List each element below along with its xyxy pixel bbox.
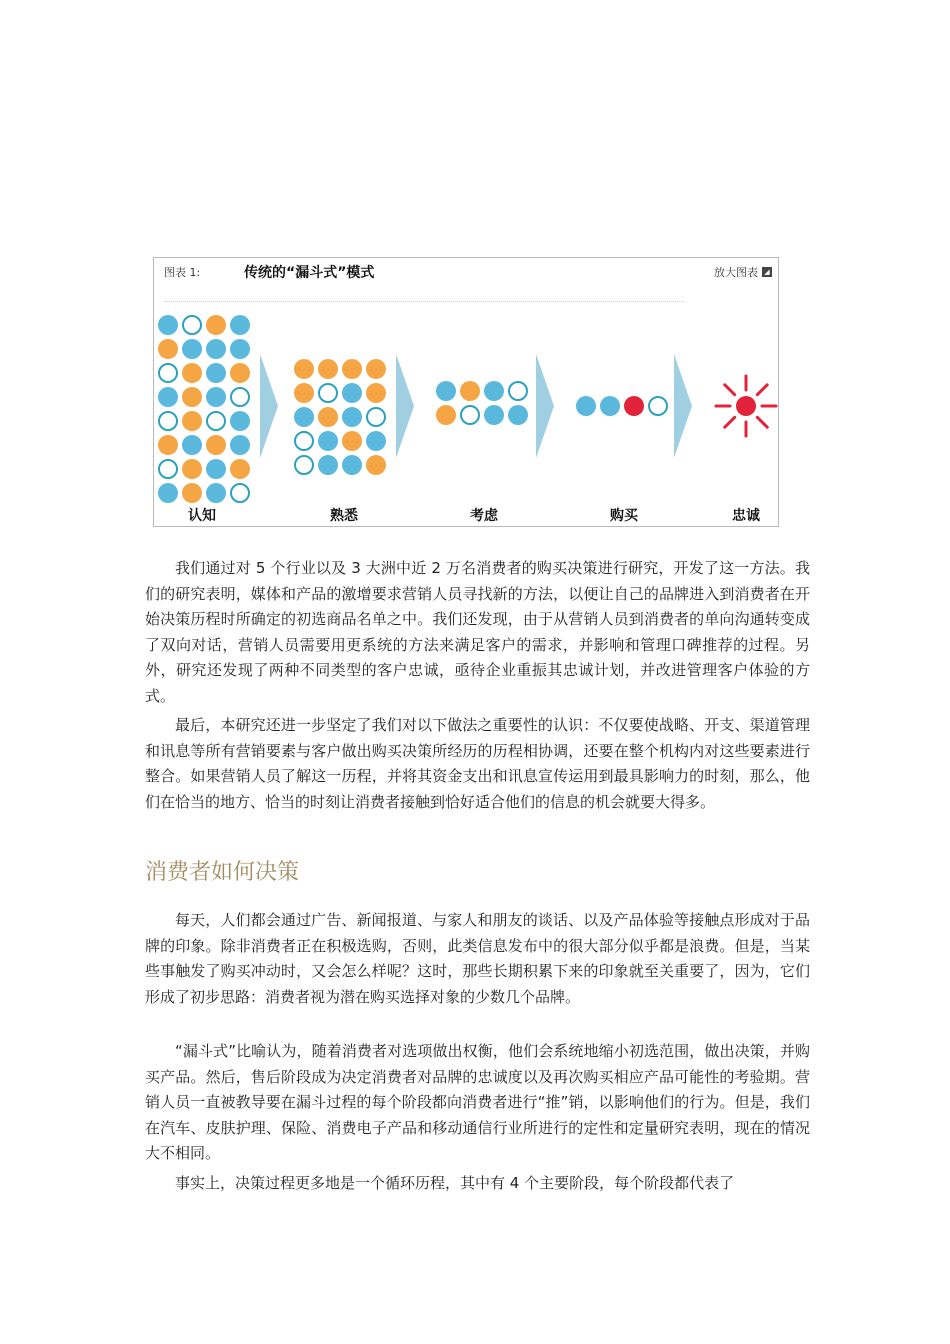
consumer-dot [206,363,226,383]
consumer-dot [295,432,313,450]
stage-arrow [536,354,554,458]
body-paragraph: “漏斗式”比喻认为，随着消费者对选项做出权衡，他们会系统地缩小初选范围，做出决策，并购买产品。然后，售后阶段成为决定消费者对品牌的忠诚度以及再次购买相应产品可能性的考验期。营销人员一直被教导要在漏斗过程的每个阶段都向消费者进行“推”销，以影响他们的行为。但是，我们在汽车、皮肤护理、保险、消费电子产品和移动通信行业所进行的定性和定量研究表明，现在的情况大不相同。 [145,1042,810,1163]
consumer-dot [576,396,596,416]
consumer-dot [159,412,177,430]
body-paragraph: 最后，本研究还进一步坚定了我们对以下做法之重要性的认识：不仅要使战略、开支、渠道管理和讯息等所有营销要素与客户做出购买决策所经历的历程相协调，还要在整个机构内对这些要素进行整合。如果营销人员了解这一历程，并将其资金支出和讯息宣传运用到最具影响力的时刻，那么，他们在恰当的地方、恰当的时刻让消费者接触到恰好适合他们的信息的机会就要大得多。 [145,716,810,811]
stage-arrow [260,354,278,458]
consumer-dot [207,412,225,430]
stage-arrow [396,354,414,458]
consumer-dot [231,388,249,406]
consumer-dot [509,382,527,400]
consumer-dot [342,407,362,427]
consumer-dot [318,359,338,379]
consumer-dot [158,387,178,407]
figure-title: 传统的“漏斗式”模式 [244,265,375,281]
consumer-dot [366,431,386,451]
stage-label-consideration: 考虑 [470,508,498,524]
consumer-dot [230,315,250,335]
burst-ray [725,417,735,427]
consumer-dot [342,455,362,475]
burst-ray [757,385,767,395]
consumer-dot [294,407,314,427]
consumer-dot [484,381,504,401]
consumer-dot [649,397,667,415]
stage-label-purchase: 购买 [610,508,638,524]
consumer-dot [436,381,456,401]
section-heading: 消费者如何决策 [145,860,300,885]
funnel-diagram [154,258,778,526]
consumer-dot [460,381,480,401]
consumer-dot [366,359,386,379]
consumer-dot [230,459,250,479]
consumer-dot [158,435,178,455]
consumer-dot [159,364,177,382]
enlarge-chart-label: 放大图表 [714,266,758,279]
consumer-dot [158,483,178,503]
consumer-dot [342,431,362,451]
consumer-dot [342,359,362,379]
body-paragraph: 我们通过对 5 个行业以及 3 大洲中近 2 万名消费者的购买决策进行研究，开发了这一方法。我们的研究表明，媒体和产品的激增要求营销人员寻找新的方法，以便让自己的品牌进入到消费者在开始决策历程时所确定的初选商品名单之中。我们还发现，由于从营销人员到消费者的单向沟通转变成了双向对话，营销人员需要用更系统的方法来满足客户的需求，并影响和管理口碑推荐的过程。另外，研究还发现了两种不同类型的客户忠诚，亟待企业重振其忠诚计划，并改进管理客户体验的方式。 [145,559,810,705]
consumer-dot [318,407,338,427]
consumer-dot [624,396,644,416]
stage-label-familiarity: 熟悉 [330,508,358,524]
consumer-dot [182,363,202,383]
consumer-dot [182,339,202,359]
consumer-dot [367,408,385,426]
consumer-dot [318,431,338,451]
consumer-dot [159,460,177,478]
burst-ray [725,385,735,395]
consumer-dot [182,483,202,503]
consumer-dot [319,384,337,402]
consumer-dot [158,339,178,359]
consumer-dot [295,456,313,474]
consumer-dot [230,363,250,383]
consumer-dot [206,339,226,359]
consumer-dot [294,383,314,403]
consumer-dot [231,484,249,502]
burst-ray [757,417,767,427]
consumer-dot [366,383,386,403]
consumer-dot [230,435,250,455]
figure-label: 图表 1: [164,266,201,279]
consumer-dot [230,411,250,431]
expand-icon: ◢ [762,267,772,277]
body-paragraph: 事实上，决策过程更多地是一个循环历程，其中有 4 个主要阶段，每个阶段都代表了 [175,1174,735,1192]
consumer-dot [600,396,620,416]
consumer-dot [342,383,362,403]
stage-arrow [674,354,692,458]
consumer-dot [206,435,226,455]
consumer-dot [183,316,201,334]
body-paragraph: 每天，人们都会通过广告、新闻报道、与家人和朋友的谈话、以及产品体验等接触点形成对于品牌的印象。除非消费者正在积极选购，否则，此类信息发布中的很大部分似乎都是浪费。但是，当某些事触发了购买冲动时，又会怎么样呢？这时，那些长期积累下来的印象就至关重要了，因为，它们形成了初步思路：消费者视为潜在购买选择对象的少数几个品牌。 [145,911,810,1006]
consumer-dot [318,455,338,475]
consumer-dot [206,387,226,407]
consumer-dot [182,435,202,455]
stage-label-awareness: 认知 [188,508,216,524]
consumer-dot [366,455,386,475]
stage-label-loyalty: 忠诚 [732,508,760,524]
consumer-dot [206,315,226,335]
consumer-dot [206,483,226,503]
consumer-dot [436,405,456,425]
consumer-dot [206,459,226,479]
consumer-dot [182,387,202,407]
consumer-dot [182,411,202,431]
consumer-dot [182,459,202,479]
consumer-dot [461,406,479,424]
consumer-dot [294,359,314,379]
funnel-figure [153,257,779,527]
consumer-dot [484,405,504,425]
consumer-dot [230,339,250,359]
consumer-dot [158,315,178,335]
loyal-consumer-dot [736,396,756,416]
consumer-dot [508,405,528,425]
loyalty-burst-icon [716,376,776,436]
